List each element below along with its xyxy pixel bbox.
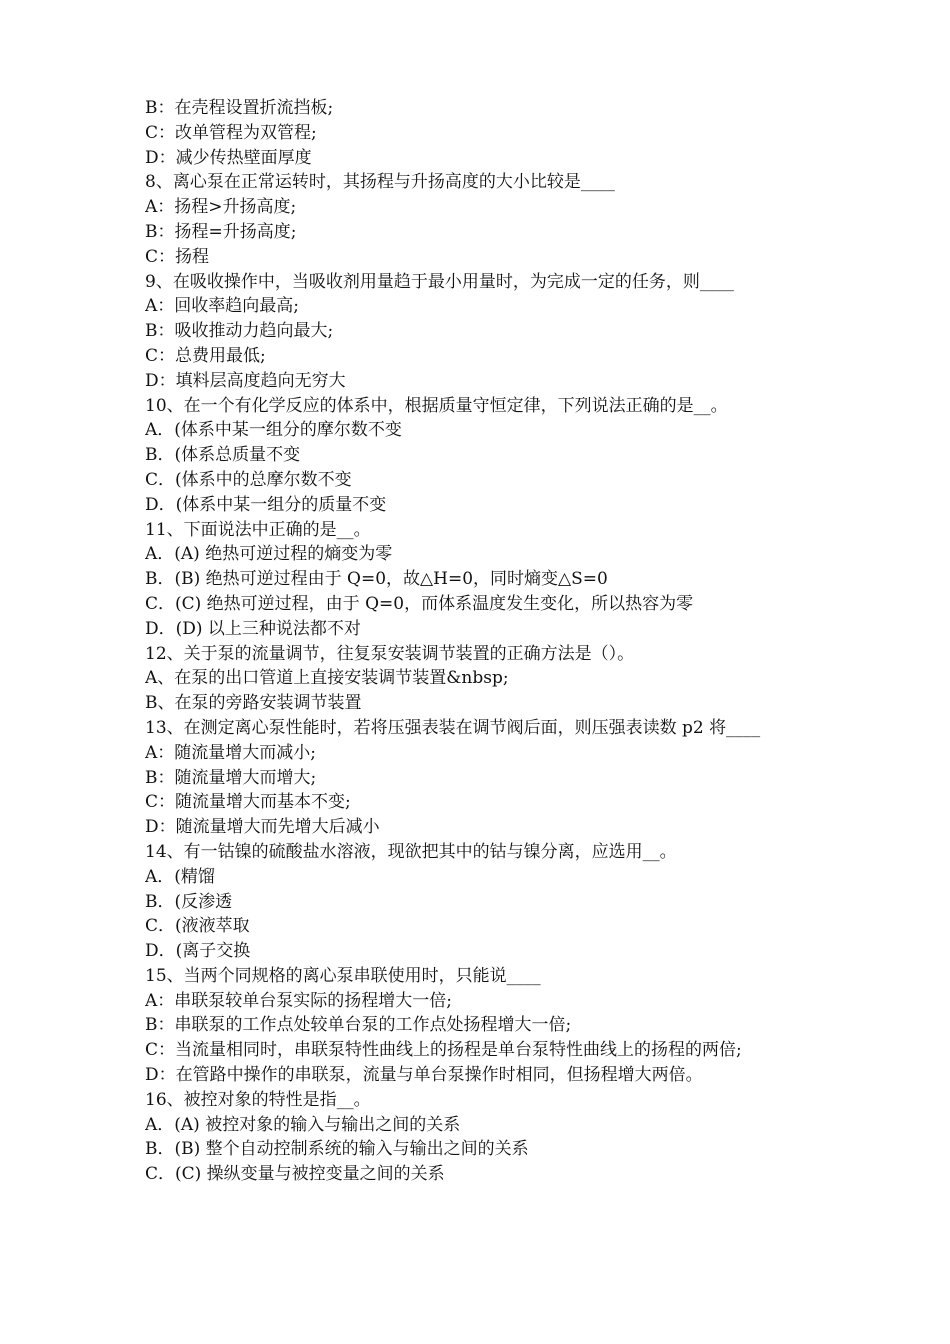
option-line: B．(B) 绝热可逆过程由于 Q=0，故△H=0，同时熵变△S=0	[145, 569, 608, 590]
option-line: B：吸收推动力趋向最大;	[145, 321, 334, 342]
option-line: A：串联泵较单台泵实际的扬程增大一倍;	[145, 990, 453, 1011]
option-line: A．(A) 绝热可逆过程的熵变为零	[145, 544, 393, 565]
option-line: B．(体系总质量不变	[145, 445, 301, 466]
text-line: C：改单管程为双管程;	[145, 122, 317, 143]
question-line: 14、有一钴镍的硫酸盐水溶液，现欲把其中的钴与镍分离，应选用__。	[145, 841, 677, 862]
document-page	[145, 96, 915, 1187]
option-line: A．(体系中某一组分的摩尔数不变	[145, 420, 402, 441]
option-line: B、在泵的旁路安装调节装置	[145, 693, 362, 714]
option-line: A：回收率趋向最高;	[145, 296, 300, 317]
option-line: C：总费用最低;	[145, 345, 266, 366]
question-line: 15、当两个同规格的离心泵串联使用时，只能说____	[145, 965, 541, 986]
option-line: C：扬程	[145, 246, 210, 267]
text-line: D：减少传热壁面厚度	[145, 147, 312, 168]
option-line: B：扬程=升扬高度;	[145, 221, 297, 242]
option-line: C：随流量增大而基本不变;	[145, 792, 351, 813]
question-line: 11、下面说法中正确的是__。	[145, 519, 371, 540]
option-line: B：串联泵的工作点处较单台泵的工作点处扬程增大一倍;	[145, 1015, 572, 1036]
option-line: C．(C) 操纵变量与被控变量之间的关系	[145, 1164, 445, 1185]
option-line: B．(反渗透	[145, 891, 233, 912]
option-line: A．(A) 被控对象的输入与输出之间的关系	[145, 1114, 461, 1135]
question-line: 9、在吸收操作中，当吸收剂用量趋于最小用量时，为完成一定的任务，则____	[145, 271, 734, 292]
option-line: C．(体系中的总摩尔数不变	[145, 469, 352, 490]
question-line: 8、离心泵在正常运转时，其扬程与升扬高度的大小比较是____	[145, 172, 615, 193]
option-line: D：随流量增大而先增大后减小	[145, 817, 380, 838]
text-line: B：在壳程设置折流挡板;	[145, 98, 334, 118]
option-line: C．(液液萃取	[145, 916, 250, 937]
option-line: B．(B) 整个自动控制系统的输入与输出之间的关系	[145, 1139, 529, 1160]
option-line: C．(C) 绝热可逆过程，由于 Q=0，而体系温度发生变化，所以热容为零	[145, 593, 694, 614]
option-line: D：在管路中操作的串联泵，流量与单台泵操作时相同，但扬程增大两倍。	[145, 1065, 703, 1086]
option-line: A、在泵的出口管道上直接安装调节装置&nbsp;	[145, 668, 509, 689]
option-line: D．(离子交换	[145, 941, 251, 962]
option-line: A：随流量增大而减小;	[145, 742, 317, 763]
option-line: D．(体系中某一组分的质量不变	[145, 494, 387, 515]
question-line: 12、关于泵的流量调节，往复泵安装调节装置的正确方法是（）。	[145, 643, 635, 664]
option-line: C：当流量相同时，串联泵特性曲线上的扬程是单台泵特性曲线上的扬程的两倍;	[145, 1040, 742, 1061]
option-line: A：扬程>升扬高度;	[145, 197, 297, 218]
option-line: A．(精馏	[145, 866, 215, 887]
option-line: D．(D) 以上三种说法都不对	[145, 618, 361, 639]
question-line: 16、被控对象的特性是指__。	[145, 1089, 371, 1110]
question-line: 13、在测定离心泵性能时，若将压强表装在调节阀后面，则压强表读数 p2 将____	[145, 717, 761, 738]
option-line: B：随流量增大而增大;	[145, 767, 317, 788]
option-line: D：填料层高度趋向无穷大	[145, 370, 346, 391]
question-line: 10、在一个有化学反应的体系中，根据质量守恒定律，下列说法正确的是__。	[145, 395, 728, 416]
